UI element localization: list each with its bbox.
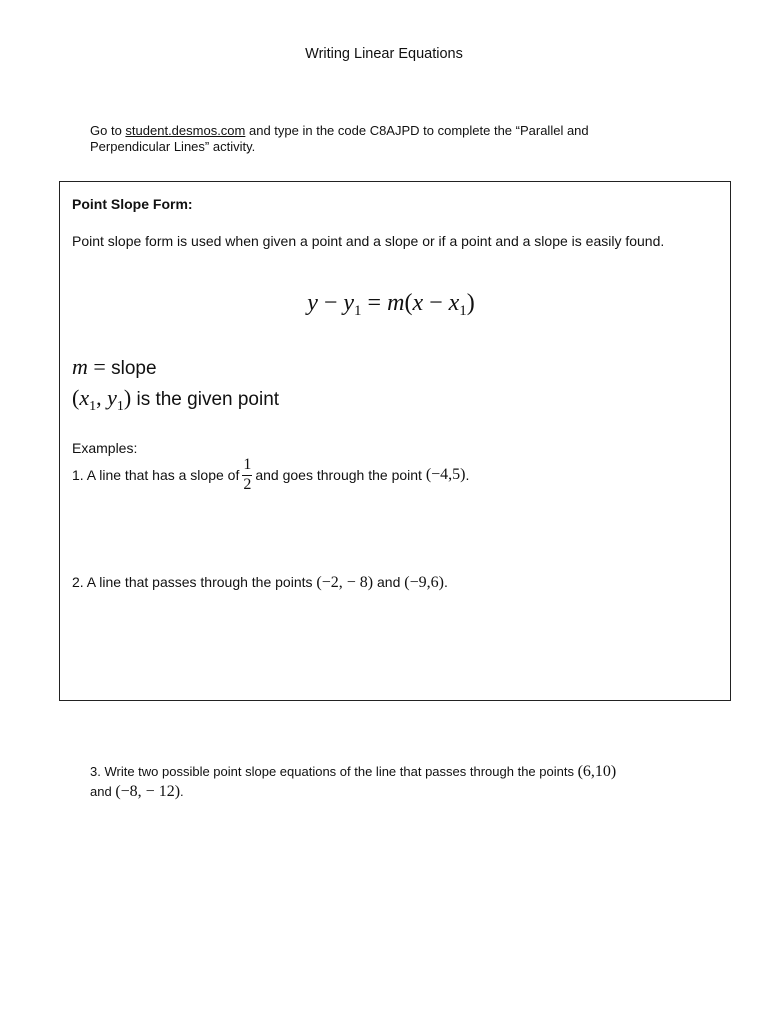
example-1-prefix: 1. A line that has a slope of <box>72 467 240 483</box>
question-3-point-2: (−8, − 12) <box>115 783 181 800</box>
formula-minus: − <box>323 290 338 316</box>
question-3-line2-prefix: and <box>90 784 116 799</box>
section-heading: Point Slope Form: <box>72 196 193 212</box>
example-2-end: . <box>443 574 448 590</box>
point-y: y <box>107 385 117 410</box>
formula-y1: y <box>343 290 355 316</box>
example-2-middle: and <box>373 574 405 590</box>
point-open-paren: ( <box>72 385 80 410</box>
point-comma: , <box>96 385 108 410</box>
slope-equals: = <box>93 354 106 379</box>
formula-x1-subscript: 1 <box>459 303 467 319</box>
formula-open-paren: ( <box>404 290 413 316</box>
formula-equals: = <box>367 290 382 316</box>
point-x: x <box>79 385 90 410</box>
intro-paragraph <box>90 123 670 155</box>
slope-variable: m <box>72 354 88 379</box>
formula-x1: x <box>448 290 460 316</box>
slope-definition <box>72 354 157 380</box>
desmos-link[interactable]: student.desmos.com <box>125 123 246 138</box>
document-title: Writing Linear Equations <box>305 46 463 62</box>
question-3-end: . <box>180 784 184 799</box>
formula-y1-subscript: 1 <box>354 303 362 319</box>
formula-minus-2: − <box>429 290 443 316</box>
point-slope-formula <box>60 290 722 320</box>
example-2-point-2: (−9,6) <box>404 574 444 591</box>
section-description: Point slope form is used when given a point and a slope or if a point and a slope is easily found. <box>72 233 665 249</box>
intro-line2: Perpendicular Lines” activity. <box>90 139 256 154</box>
example-2-prefix: 2. A line that passes through the points <box>72 574 317 590</box>
examples-label: Examples: <box>72 440 138 456</box>
question-3-point-1: (6,10) <box>577 763 617 780</box>
formula-x: x <box>412 290 424 316</box>
fraction-numerator: 1 <box>242 456 252 476</box>
point-y-subscript: 1 <box>116 399 124 414</box>
fraction-denominator: 2 <box>243 476 252 493</box>
point-x-subscript: 1 <box>89 399 97 414</box>
slope-text: slope <box>105 358 157 379</box>
formula-m: m <box>387 290 405 316</box>
example-1 <box>72 456 469 494</box>
intro-suffix: and type in the code C8AJPD to complete the “Parallel and <box>245 123 589 138</box>
example-1-point: (−4,5) <box>425 466 466 483</box>
point-text: is the given point <box>131 389 280 410</box>
example-1-end: . <box>465 467 470 483</box>
example-2-point-1: (−2, − 8) <box>316 574 374 591</box>
point-definition <box>72 385 279 415</box>
formula-close-paren: ) <box>466 290 475 316</box>
slope-fraction <box>242 456 252 494</box>
point-slope-box <box>59 181 731 701</box>
example-2 <box>72 574 448 592</box>
intro-prefix: Go to <box>90 123 126 138</box>
question-3 <box>90 762 690 802</box>
point-close-paren: ) <box>123 385 132 410</box>
question-3-prefix: 3. Write two possible point slope equations of the line that passes through the points <box>90 764 578 779</box>
example-1-middle: and goes through the point <box>255 467 422 483</box>
formula-y: y <box>307 290 318 316</box>
